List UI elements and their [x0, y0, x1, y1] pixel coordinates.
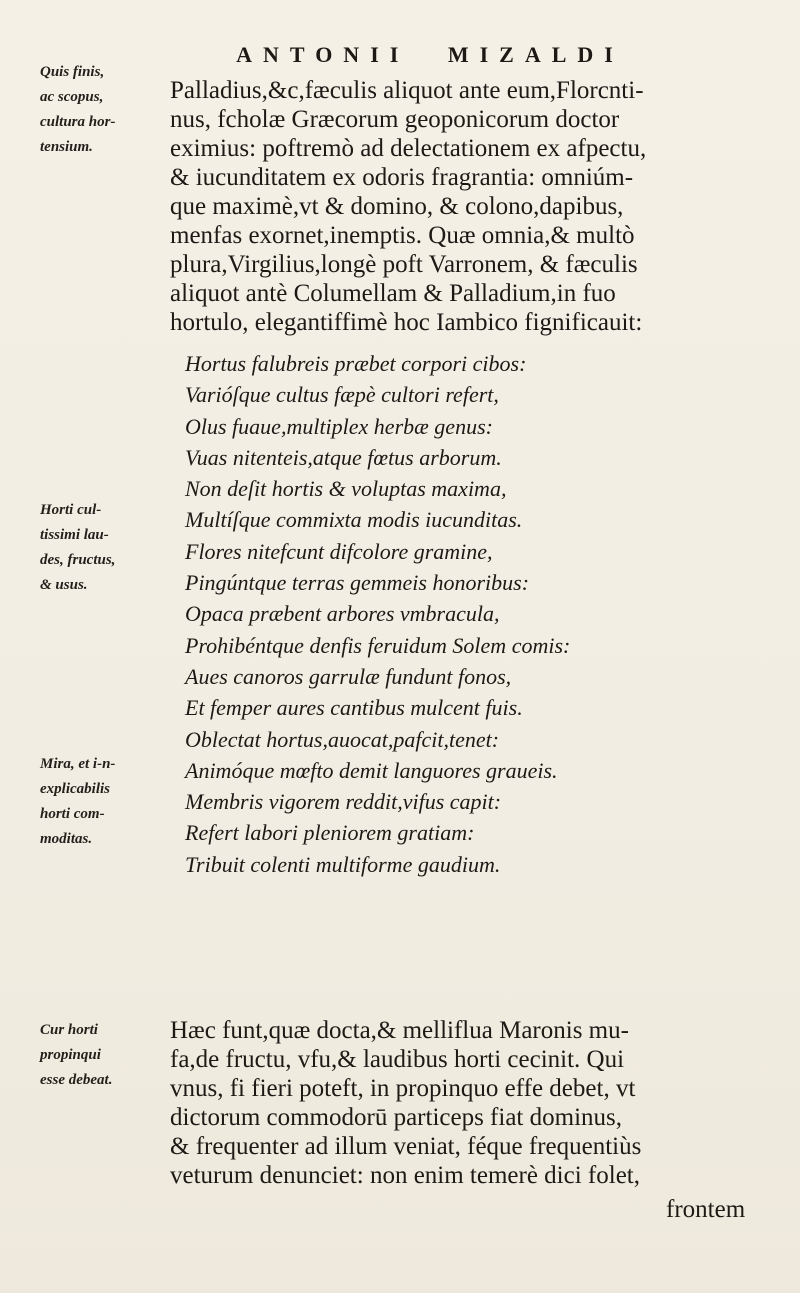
verse-line: Hortus falubreis præbet corpori cibos:	[185, 351, 527, 376]
verse-line: Membris vigorem reddit,vifus capit:	[185, 789, 502, 815]
text-line: que maximè,vt & domino, & colono,dapibus,	[170, 193, 624, 220]
margin-note-line: Cur horti	[40, 1022, 98, 1038]
text-line: dictorum commodorū particeps fiat dominus,	[170, 1104, 622, 1131]
verse-line: Aues canoros garrulæ fundunt fonos,	[185, 663, 512, 689]
header-author-last: MIZALDI	[447, 42, 624, 67]
margin-note	[40, 1018, 160, 1093]
verse-line: Vuas nitenteis,atque fœtus arborum.	[185, 444, 502, 470]
margin-note-line: Horti cul-	[40, 502, 102, 518]
verse-line: Prohibéntque denfis feruidum Solem comis:	[185, 632, 571, 658]
verse-line: Tribuit colenti multiforme gaudium.	[185, 851, 501, 877]
margin-note-line: Quis finis,	[40, 64, 105, 80]
text-line: menfas exornet,inemptis. Quæ omnia,& multò	[170, 222, 635, 249]
margin-note	[40, 498, 160, 598]
margin-note-line: ac scopus,	[40, 89, 104, 105]
verse-line: Multíſque commixta modis iucunditas.	[185, 507, 523, 533]
text-line: veturum denunciet: non enim temerè dici folet,	[170, 1162, 640, 1189]
text-line: & frequenter ad illum veniat, féque frequentiùs	[170, 1133, 642, 1160]
verse-line: Olus fuaue,multiplex herbæ genus:	[185, 413, 493, 439]
verse-line: Pingúntque terras gemmeis honoribus:	[185, 570, 530, 596]
text-line: plura,Virgilius,longè poft Varronem, & fæculis	[170, 251, 638, 278]
text-line: & iucunditatem ex odoris fragrantia: omniúm-	[170, 164, 634, 191]
verse-line: Non deſit hortis & voluptas maxima,	[185, 476, 507, 502]
margin-note-line: des, fructus,	[40, 552, 116, 568]
text-line: nus, fcholæ Græcorum geoponicorum doctor	[170, 106, 620, 133]
margin-note-line: cultura hor-	[40, 114, 116, 130]
margin-note-line: tensium.	[40, 139, 93, 155]
margin-note-line: Mira, et i-n-	[40, 756, 116, 772]
margin-note-line: tissimi lau-	[40, 527, 109, 543]
margin-note-line: & usus.	[40, 577, 88, 593]
text-line: hortulo, elegantiffimè hoc Iambico fignificauit:	[170, 309, 643, 336]
margin-note-line: propinqui	[40, 1047, 101, 1063]
text-line: eximius: poftremò ad delectationem ex afpectu,	[170, 135, 647, 162]
margin-note	[40, 752, 160, 852]
margin-note-line: explicabilis	[40, 781, 110, 797]
margin-note-line: moditas.	[40, 831, 93, 847]
margin-note-line: horti com-	[40, 806, 105, 822]
margin-note-line: esse debeat.	[40, 1072, 113, 1088]
text-line: Palladius,&c,fæculis aliquot ante eum,Florcnti-	[170, 77, 644, 104]
verse-line: Opaca præbent arbores vmbracula,	[185, 601, 500, 627]
header-author-first: ANTONII	[236, 42, 410, 67]
text-line: vnus, fi fieri poteft, in propinquo effe debet, vt	[170, 1075, 636, 1102]
margin-note	[40, 60, 160, 160]
verse-line: Et femper aures cantibus mulcent fuis.	[185, 695, 523, 721]
paragraph-1	[170, 76, 795, 337]
verse-line: Refert labori pleniorem gratiam:	[185, 820, 475, 846]
text-line: aliquot antè Columellam & Palladium,in fuo	[170, 280, 616, 307]
iambic-verse	[185, 348, 785, 880]
verse-line: Flores nitefcunt difcolore gramine,	[185, 538, 493, 564]
verse-line: Animóque mœfto demit languores graueis.	[185, 757, 558, 783]
verse-line: Varióſque cultus fæpè cultori refert,	[185, 382, 499, 408]
text-line: Hæc funt,quæ docta,& melliflua Maronis mu-	[170, 1017, 629, 1044]
catchword: frontem	[666, 1196, 746, 1223]
verse-line: Oblectat hortus,auocat,pafcit,tenet:	[185, 726, 500, 752]
paragraph-2	[170, 1016, 795, 1190]
text-line: fa,de fructu, vfu,& laudibus horti cecinit. Qui	[170, 1046, 625, 1073]
